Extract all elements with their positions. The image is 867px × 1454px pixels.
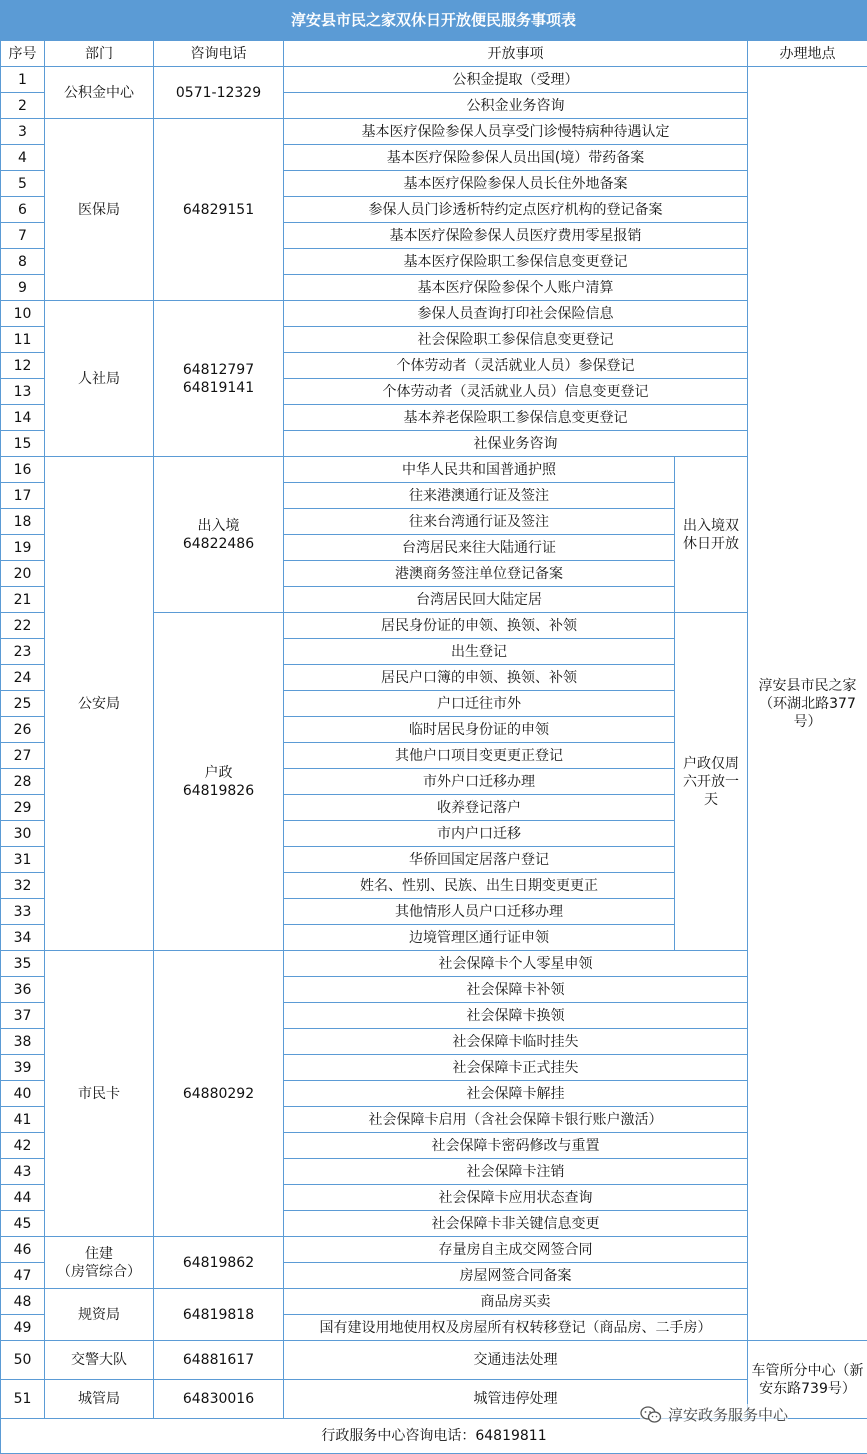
- service-item: 华侨回国定居落户登记: [284, 847, 675, 873]
- row-number: 19: [1, 535, 45, 561]
- service-item: 港澳商务签注单位登记备案: [284, 561, 675, 587]
- row-number: 18: [1, 509, 45, 535]
- service-item: 基本医疗保险参保人员享受门诊慢特病种待遇认定: [284, 119, 748, 145]
- service-item: 收养登记落户: [284, 795, 675, 821]
- row-number: 11: [1, 327, 45, 353]
- phone-cell: 64819862: [154, 1237, 284, 1289]
- service-item: 市外户口迁移办理: [284, 769, 675, 795]
- row-number: 6: [1, 197, 45, 223]
- service-item: 社会保障卡启用（含社会保障卡银行账户激活）: [284, 1107, 748, 1133]
- dept-cell: 人社局: [45, 301, 154, 457]
- row-number: 38: [1, 1029, 45, 1055]
- table-row: [1, 67, 867, 93]
- row-number: 43: [1, 1159, 45, 1185]
- service-item: 居民户口簿的申领、换领、补领: [284, 665, 675, 691]
- phone-cell: 64829151: [154, 119, 284, 301]
- row-number: 15: [1, 431, 45, 457]
- service-item: 临时居民身份证的申领: [284, 717, 675, 743]
- service-item: 台湾居民来往大陆通行证: [284, 535, 675, 561]
- table-row: [1, 119, 867, 145]
- service-item: 基本医疗保险职工参保信息变更登记: [284, 249, 748, 275]
- service-item: 社会保障卡非关键信息变更: [284, 1211, 748, 1237]
- phone-cell: 64830016: [154, 1380, 284, 1419]
- table-row: [1, 1237, 867, 1263]
- row-number: 25: [1, 691, 45, 717]
- service-item: 市内户口迁移: [284, 821, 675, 847]
- row-number: 12: [1, 353, 45, 379]
- row-number: 33: [1, 899, 45, 925]
- row-number: 37: [1, 1003, 45, 1029]
- phone-cell: 64881617: [154, 1341, 284, 1380]
- row-number: 48: [1, 1289, 45, 1315]
- header-items: 开放事项: [284, 41, 748, 67]
- service-item: 参保人员门诊透析特约定点医疗机构的登记备案: [284, 197, 748, 223]
- row-number: 1: [1, 67, 45, 93]
- row-number: 16: [1, 457, 45, 483]
- service-item: 社会保障卡临时挂失: [284, 1029, 748, 1055]
- row-number: 46: [1, 1237, 45, 1263]
- row-number: 35: [1, 951, 45, 977]
- location-cell: 车管所分中心（新安东路739号）: [748, 1341, 867, 1419]
- row-number: 17: [1, 483, 45, 509]
- dept-cell: 规资局: [45, 1289, 154, 1341]
- service-item: 存量房自主成交网签合同: [284, 1237, 748, 1263]
- row-number: 8: [1, 249, 45, 275]
- service-item: 社保业务咨询: [284, 431, 748, 457]
- row-number: 9: [1, 275, 45, 301]
- service-item: 社会保障卡正式挂失: [284, 1055, 748, 1081]
- service-item: 个体劳动者（灵活就业人员）参保登记: [284, 353, 748, 379]
- service-item: 基本养老保险职工参保信息变更登记: [284, 405, 748, 431]
- row-number: 2: [1, 93, 45, 119]
- service-item: 社会保障卡注销: [284, 1159, 748, 1185]
- service-item: 基本医疗保险参保人员长住外地备案: [284, 171, 748, 197]
- row-number: 28: [1, 769, 45, 795]
- row-number: 40: [1, 1081, 45, 1107]
- row-number: 32: [1, 873, 45, 899]
- service-item: 商品房买卖: [284, 1289, 748, 1315]
- row-number: 39: [1, 1055, 45, 1081]
- service-item: 往来台湾通行证及签注: [284, 509, 675, 535]
- service-item: 中华人民共和国普通护照: [284, 457, 675, 483]
- service-item: 社会保障卡解挂: [284, 1081, 748, 1107]
- service-item: 交通违法处理: [284, 1341, 748, 1380]
- row-number: 45: [1, 1211, 45, 1237]
- row-number: 21: [1, 587, 45, 613]
- phone-cell: 64880292: [154, 951, 284, 1237]
- service-item: 居民身份证的申领、换领、补领: [284, 613, 675, 639]
- header-location: 办理地点: [748, 41, 867, 67]
- header-seq: 序号: [1, 41, 45, 67]
- service-item: 往来港澳通行证及签注: [284, 483, 675, 509]
- service-item: 台湾居民回大陆定居: [284, 587, 675, 613]
- wechat-icon: [640, 1406, 662, 1424]
- phone-cell: 户政 64819826: [154, 613, 284, 951]
- service-item: 边境管理区通行证申领: [284, 925, 675, 951]
- service-item: 其他情形人员户口迁移办理: [284, 899, 675, 925]
- service-item: 公积金提取（受理）: [284, 67, 748, 93]
- dept-cell: 城管局: [45, 1380, 154, 1419]
- table-row: [1, 457, 867, 483]
- row-number: 42: [1, 1133, 45, 1159]
- row-number: 49: [1, 1315, 45, 1341]
- hours-note: 出入境双休日开放: [675, 457, 748, 613]
- phone-cell: 64819818: [154, 1289, 284, 1341]
- dept-cell: 公安局: [45, 457, 154, 951]
- row-number: 27: [1, 743, 45, 769]
- row-number: 24: [1, 665, 45, 691]
- row-number: 47: [1, 1263, 45, 1289]
- service-item: 社会保障卡补领: [284, 977, 748, 1003]
- header-phone: 咨询电话: [154, 41, 284, 67]
- row-number: 13: [1, 379, 45, 405]
- table-row: [1, 301, 867, 327]
- row-number: 30: [1, 821, 45, 847]
- row-number: 50: [1, 1341, 45, 1380]
- table-row: [1, 951, 867, 977]
- dept-cell: 市民卡: [45, 951, 154, 1237]
- service-item: 姓名、性别、民族、出生日期变更更正: [284, 873, 675, 899]
- table-row: [1, 1289, 867, 1315]
- dept-cell: 交警大队: [45, 1341, 154, 1380]
- service-item: 个体劳动者（灵活就业人员）信息变更登记: [284, 379, 748, 405]
- row-number: 4: [1, 145, 45, 171]
- service-item: 参保人员查询打印社会保险信息: [284, 301, 748, 327]
- row-number: 29: [1, 795, 45, 821]
- service-item: 基本医疗保险参保个人账户清算: [284, 275, 748, 301]
- service-item: 房屋网签合同备案: [284, 1263, 748, 1289]
- row-number: 41: [1, 1107, 45, 1133]
- dept-cell: 医保局: [45, 119, 154, 301]
- service-item: 社会保障卡换领: [284, 1003, 748, 1029]
- service-item: 社会保险职工参保信息变更登记: [284, 327, 748, 353]
- watermark: [640, 1404, 788, 1425]
- location-cell: 淳安县市民之家（环湖北路377号）: [748, 67, 867, 1341]
- hours-note: 户政仅周六开放一天: [675, 613, 748, 951]
- service-item: 其他户口项目变更更正登记: [284, 743, 675, 769]
- table-title: 淳安县市民之家双休日开放便民服务事项表: [0, 0, 867, 40]
- row-number: 26: [1, 717, 45, 743]
- service-item: 基本医疗保险参保人员出国(境）带药备案: [284, 145, 748, 171]
- service-item: 社会保障卡密码修改与重置: [284, 1133, 748, 1159]
- phone-cell: 出入境 64822486: [154, 457, 284, 613]
- row-number: 51: [1, 1380, 45, 1419]
- row-number: 5: [1, 171, 45, 197]
- service-item: 国有建设用地使用权及房屋所有权转移登记（商品房、二手房）: [284, 1315, 748, 1341]
- header-row: [1, 41, 867, 67]
- service-item: 社会保障卡个人零星申领: [284, 951, 748, 977]
- service-item: 基本医疗保险参保人员医疗费用零星报销: [284, 223, 748, 249]
- table-row: [1, 1341, 867, 1380]
- dept-cell: 住建 （房管综合）: [45, 1237, 154, 1289]
- row-number: 31: [1, 847, 45, 873]
- phone-cell: 64812797 64819141: [154, 301, 284, 457]
- row-number: 14: [1, 405, 45, 431]
- service-item: 公积金业务咨询: [284, 93, 748, 119]
- dept-cell: 公积金中心: [45, 67, 154, 119]
- row-number: 23: [1, 639, 45, 665]
- header-dept: 部门: [45, 41, 154, 67]
- row-number: 34: [1, 925, 45, 951]
- row-number: 3: [1, 119, 45, 145]
- row-number: 22: [1, 613, 45, 639]
- row-number: 20: [1, 561, 45, 587]
- row-number: 44: [1, 1185, 45, 1211]
- phone-cell: 0571-12329: [154, 67, 284, 119]
- service-item: 出生登记: [284, 639, 675, 665]
- watermark-text: 淳安政务服务中心: [668, 1406, 789, 1424]
- service-table: [0, 40, 867, 1454]
- footer-phone: 行政服务中心咨询电话：64819811: [1, 1419, 867, 1454]
- service-item: 户口迁往市外: [284, 691, 675, 717]
- service-item: 社会保障卡应用状态查询: [284, 1185, 748, 1211]
- row-number: 36: [1, 977, 45, 1003]
- service-item: 城管违停处理: [284, 1380, 748, 1419]
- row-number: 10: [1, 301, 45, 327]
- row-number: 7: [1, 223, 45, 249]
